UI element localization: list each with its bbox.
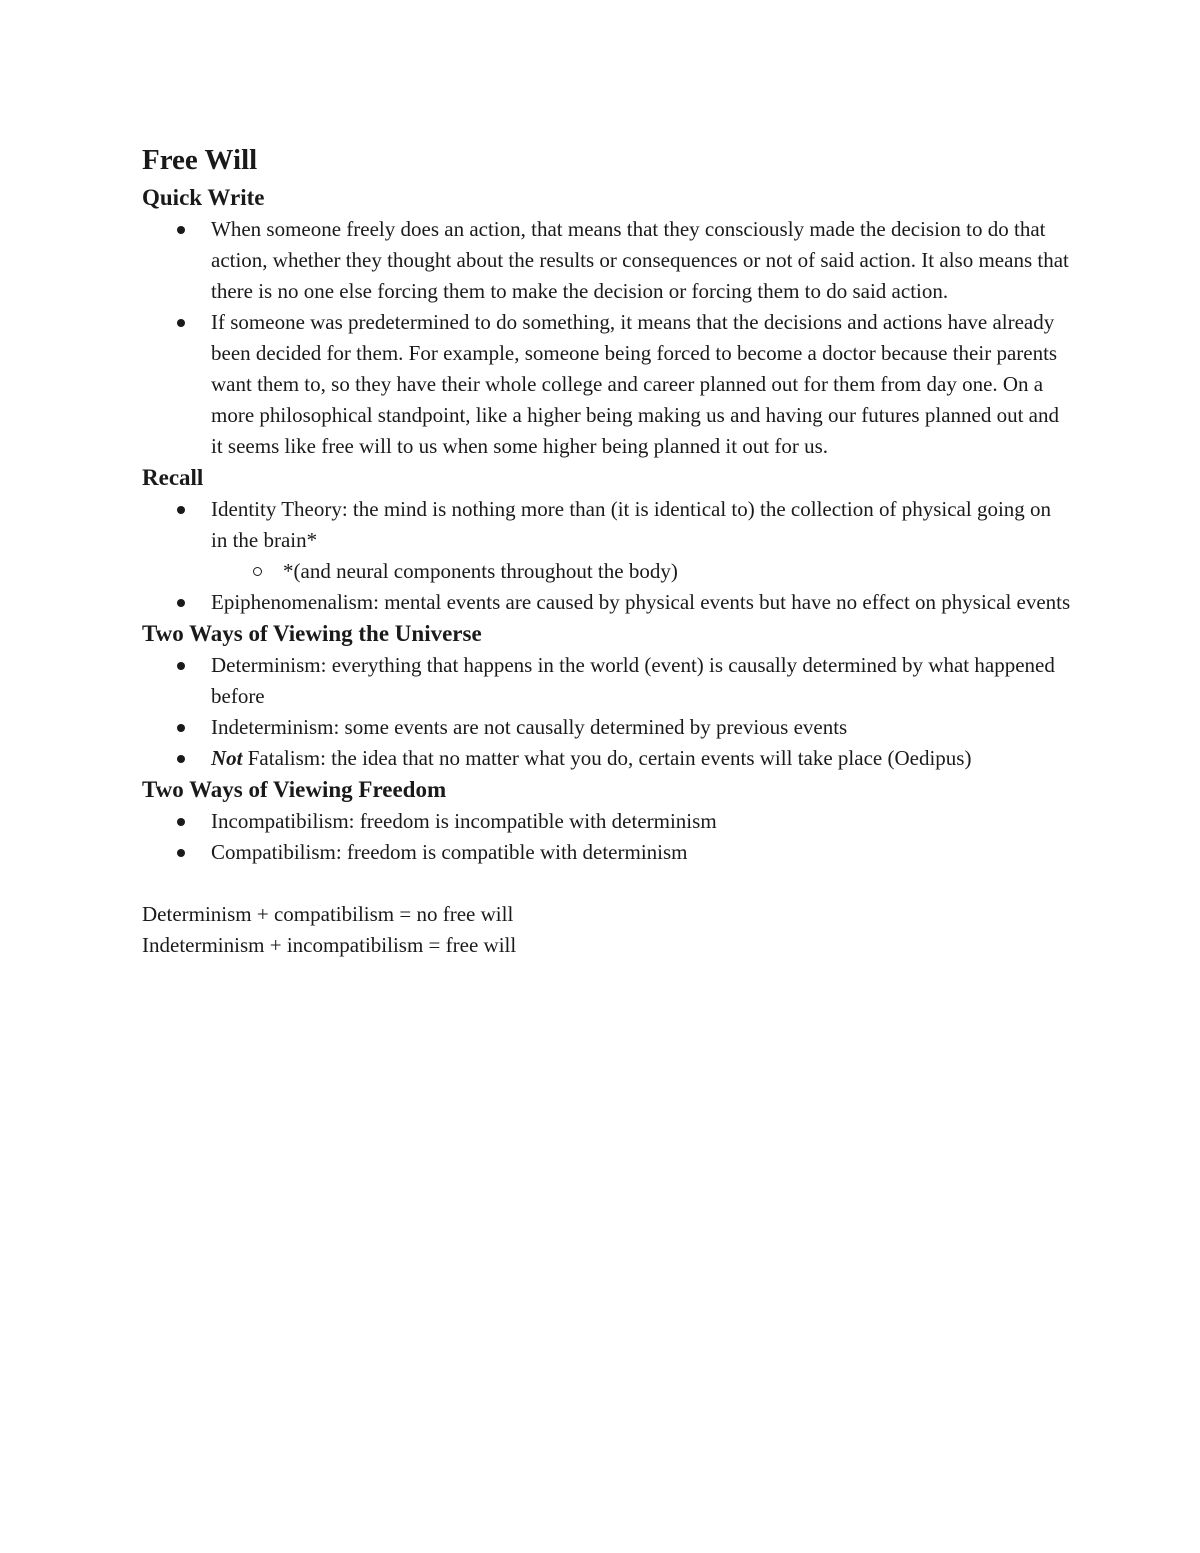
identity-theory-note: *(and neural components throughout the body): [283, 559, 678, 583]
universe-list: [142, 650, 1072, 774]
section-heading-recall: Recall: [142, 465, 204, 490]
list-item: [211, 494, 1072, 587]
section-heading-quick-write: Quick Write: [142, 185, 265, 210]
equation-line-1: Determinism + compatibilism = no free will: [142, 902, 514, 926]
list-item: [211, 837, 1072, 868]
section-heading-freedom: Two Ways of Viewing Freedom: [142, 777, 447, 802]
epiphenomenalism-text: Epiphenomenalism: mental events are caused by physical events but have no effect on physical events: [211, 590, 1071, 614]
list-item: [211, 214, 1072, 307]
bullet-icon: [177, 849, 185, 857]
quick-write-list: [142, 214, 1072, 462]
list-item: [211, 743, 1072, 774]
list-item: [211, 650, 1072, 712]
bullet-icon: [177, 319, 185, 327]
hollow-bullet-icon: [253, 567, 262, 576]
bullet-icon: [177, 599, 185, 607]
quick-write-item-2: If someone was predetermined to do something, it means that the decisions and actions have already been decided for them. For example, someone being forced to become a doctor because their parents want them to, so they have their whole college and career planned out for them from day one. On a more philosophical standpoint, like a higher being making us and having our futures planned out and it seems like free will to us when some higher being planned it out for us.: [211, 310, 1059, 458]
bullet-icon: [177, 755, 185, 763]
quick-write-item-1: When someone freely does an action, that means that they consciously made the decision to do that action, whether they thought about the results or consequences or not of said action. It also means that there is no one else forcing them to make the decision or forcing them to do said action.: [211, 217, 1069, 303]
determinism-text: Determinism: everything that happens in the world (event) is causally determined by what happened before: [211, 653, 1055, 708]
identity-theory-text: Identity Theory: the mind is nothing more than (it is identical to) the collection of physical going on in the brain*: [211, 497, 1052, 552]
bullet-icon: [177, 724, 185, 732]
not-emphasis: Not: [211, 746, 243, 770]
incompatibilism-text: Incompatibilism: freedom is incompatible with determinism: [211, 809, 717, 833]
freedom-list: [142, 806, 1072, 868]
page-title: Free Will: [142, 144, 258, 176]
list-item: [211, 806, 1072, 837]
document-page: [142, 140, 1072, 961]
list-item: [211, 307, 1072, 462]
identity-theory-sublist: [211, 556, 1072, 587]
list-item: [211, 587, 1072, 618]
indeterminism-text: Indeterminism: some events are not causally determined by previous events: [211, 715, 848, 739]
bullet-icon: [177, 818, 185, 826]
equation-line-2: Indeterminism + incompatibilism = free will: [142, 933, 517, 957]
bullet-icon: [177, 506, 185, 514]
recall-list: [142, 494, 1072, 618]
fatalism-text: Fatalism: the idea that no matter what you do, certain events will take place (Oedipus): [242, 746, 972, 770]
bullet-icon: [177, 226, 185, 234]
section-heading-universe: Two Ways of Viewing the Universe: [142, 621, 482, 646]
compatibilism-text: Compatibilism: freedom is compatible with determinism: [211, 840, 688, 864]
list-item: [211, 712, 1072, 743]
spacer: [142, 868, 1072, 899]
bullet-icon: [177, 662, 185, 670]
list-item: [283, 556, 1072, 587]
